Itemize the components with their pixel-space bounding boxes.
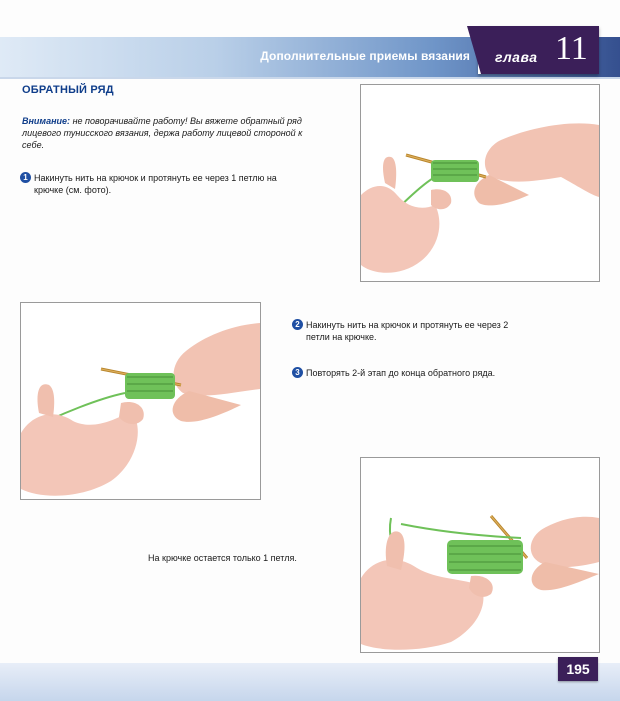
hands-crochet-illustration [361,458,599,652]
photo-step-1 [360,84,600,282]
step-3-text: Повторять 2-й этап до конца обратного ряда. [306,368,496,378]
chapter-number: 11 [555,30,588,67]
footer-band [0,663,620,701]
chapter-tab [478,26,599,74]
chapter-word: глава [495,49,538,65]
attention-note [22,115,312,151]
step-1-number-badge: 1 [20,172,31,183]
step-2-number-badge: 2 [292,319,303,330]
step-1-text: Накинуть нить на крючок и протянуть ее через 1 петлю на крючке (см. фото). [34,173,277,195]
photo-step-3 [360,457,600,653]
page-number: 195 [558,657,598,681]
step-2-text: Накинуть нить на крючок и протянуть ее через 2 петли на крючке. [306,320,509,342]
photo-caption: На крючке остается только 1 петля. [148,553,297,563]
page-heading: ОБРАТНЫЙ РЯД [22,84,114,96]
step-3-number-badge: 3 [292,367,303,378]
step-1 [20,172,310,196]
step-3 [292,367,552,379]
step-2 [292,319,542,343]
photo-step-2 [20,302,261,500]
note-label: Внимание: [22,116,71,126]
note-text: не поворачивайте работу! Вы вяжете обратный ряд лицевого тунисского вязания, держа работу лицевой стороной к себе. [22,116,303,150]
section-title: Дополнительные приемы вязания [260,49,470,63]
hands-crochet-illustration [21,303,260,499]
hands-crochet-illustration [361,85,599,281]
